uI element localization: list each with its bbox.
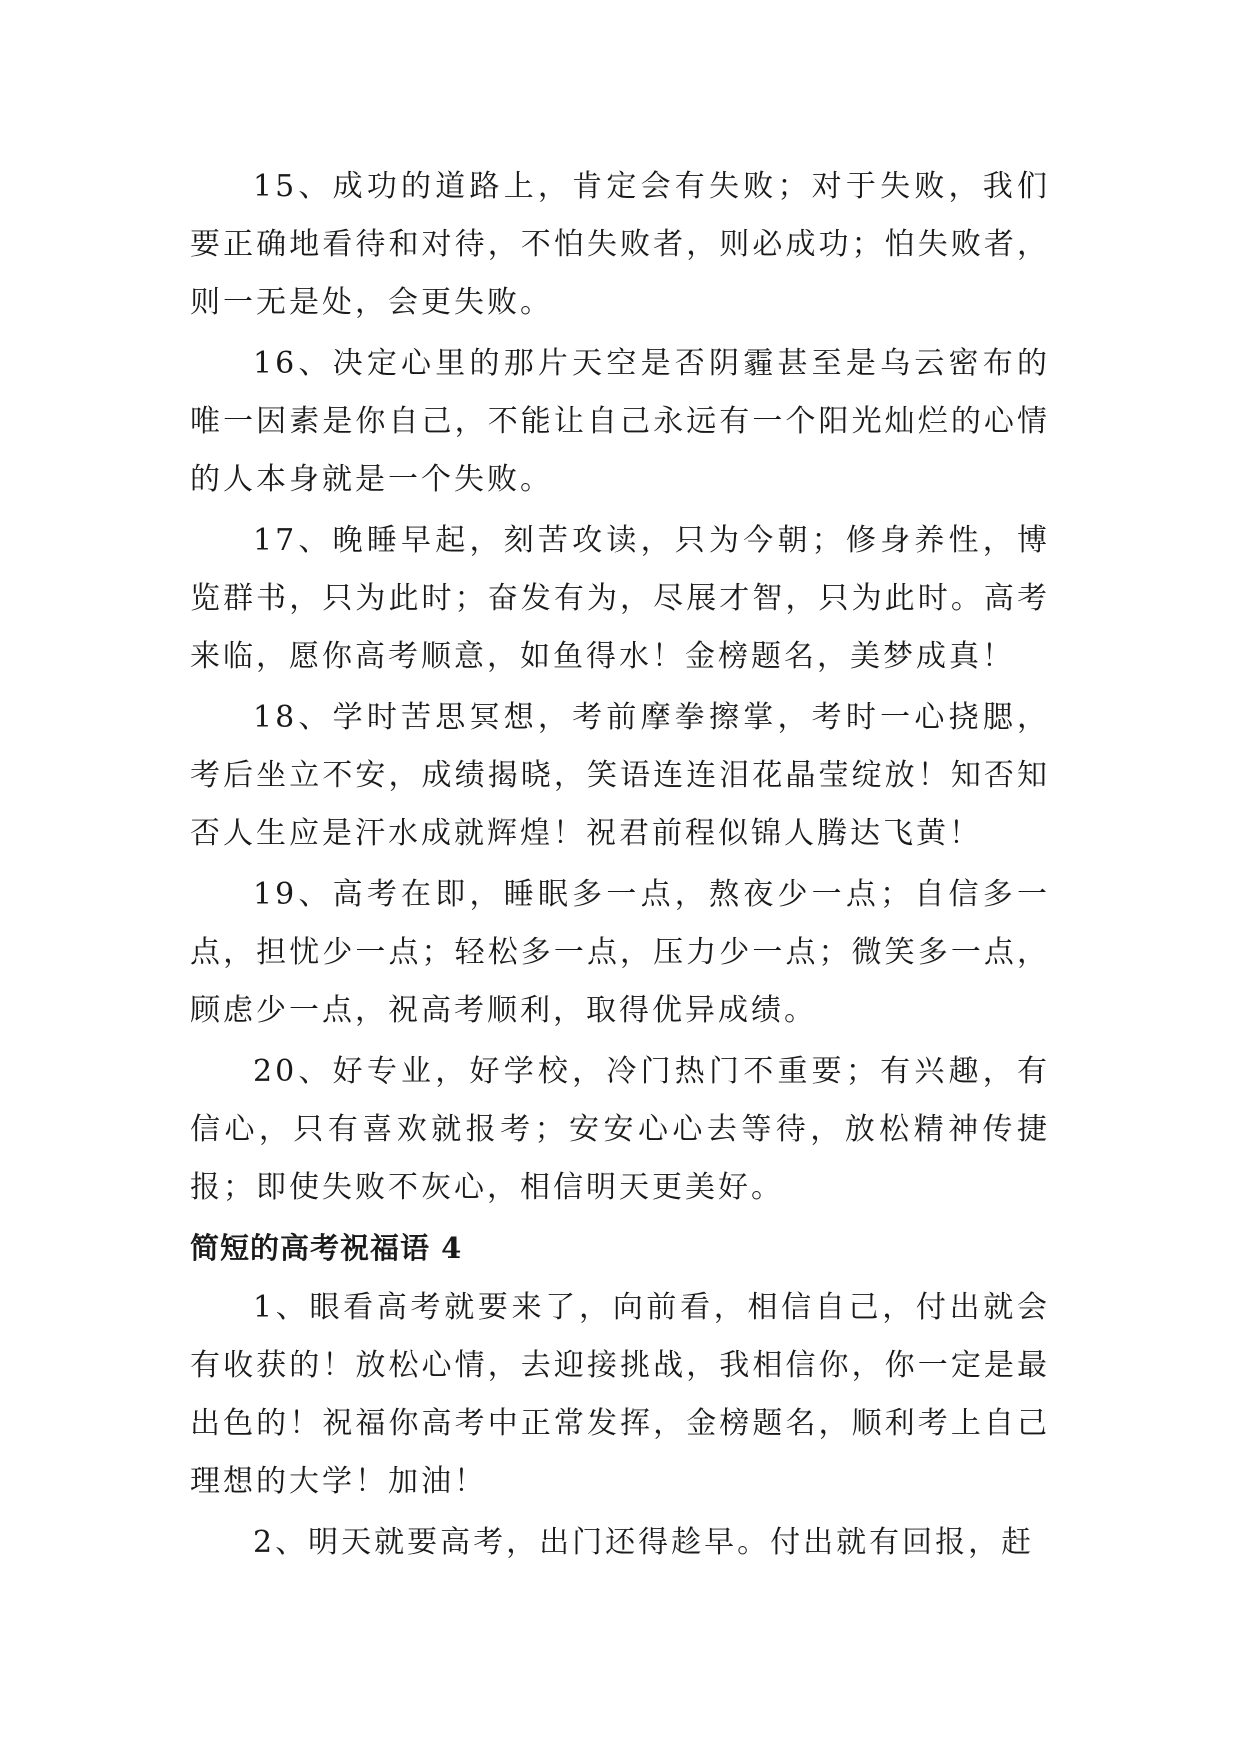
paragraph-15: 15、成功的道路上，肯定会有失败；对于失败，我们要正确地看待和对待，不怕失败者，则必成功；怕失败者，则一无是处，会更失败。 <box>190 169 1050 320</box>
section-heading: 简短的高考祝福语 4 <box>190 1231 463 1265</box>
paragraph-20: 20、好专业，好学校，冷门热门不重要；有兴趣，有信心，只有喜欢就报考；安安心心去等待，放松精神传捷报；即使失败不灰心，相信明天更美好。 <box>190 1054 1050 1205</box>
paragraph-17: 17、晚睡早起，刻苦攻读，只为今朝；修身养性，博览群书，只为此时；奋发有为，尽展才智，只为此时。高考来临，愿你高考顺意，如鱼得水！金榜题名，美梦成真！ <box>190 523 1050 674</box>
paragraph-1: 1、眼看高考就要来了，向前看，相信自己，付出就会有收获的！放松心情，去迎接挑战，我相信你，你一定是最出色的！祝福你高考中正常发挥，金榜题名，顺利考上自己理想的大学！加油！ <box>190 1290 1050 1499</box>
document-page <box>190 158 1050 1575</box>
paragraph-16: 16、决定心里的那片天空是否阴霾甚至是乌云密布的唯一因素是你自己，不能让自己永远有一个阳光灿烂的心情的人本身就是一个失败。 <box>190 346 1050 497</box>
paragraph-19: 19、高考在即，睡眠多一点，熬夜少一点；自信多一点，担忧少一点；轻松多一点，压力少一点；微笑多一点，顾虑少一点，祝高考顺利，取得优异成绩。 <box>190 877 1050 1028</box>
paragraph-2: 2、明天就要高考，出门还得趁早。付出就有回报，赶 <box>253 1525 1035 1560</box>
paragraph-18: 18、学时苦思冥想，考前摩拳擦掌，考时一心挠腮，考后坐立不安，成绩揭晓，笑语连连泪花晶莹绽放！知否知否人生应是汗水成就辉煌！祝君前程似锦人腾达飞黄！ <box>190 700 1050 851</box>
